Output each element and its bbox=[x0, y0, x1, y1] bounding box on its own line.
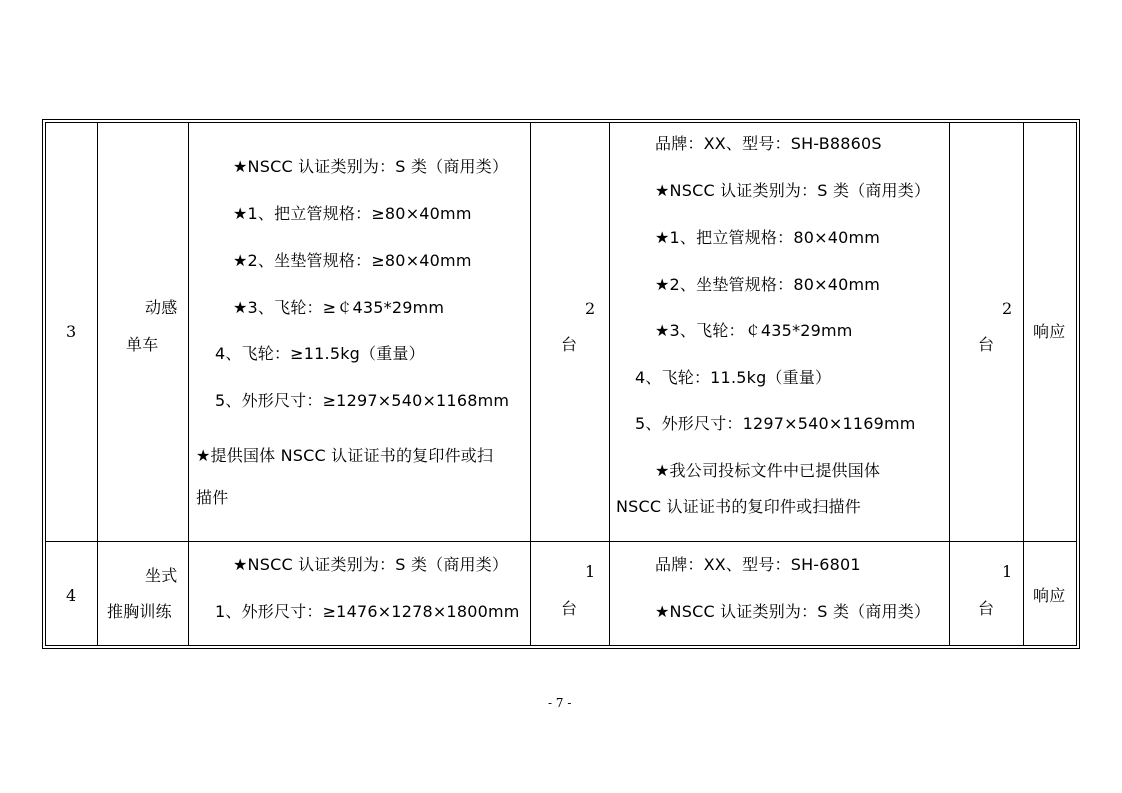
requirement-line: 1、外形尺寸：≥1476×1278×1800mm bbox=[215, 602, 520, 621]
offer-line: ★NSCC 认证类别为：S 类（商用类） bbox=[655, 181, 931, 200]
response-status: 响应 bbox=[1033, 322, 1066, 341]
requirement-line: ★NSCC 认证类别为：S 类（商用类） bbox=[233, 157, 509, 176]
offer-line: 品牌：XX、型号：SH-6801 bbox=[655, 555, 861, 574]
offer-line: ★我公司投标文件中已提供国体 bbox=[655, 461, 881, 480]
offered-unit: 台 bbox=[978, 335, 995, 354]
page-number: - 7 - bbox=[548, 696, 572, 710]
offer-line: ★2、坐垫管规格：80×40mm bbox=[655, 275, 881, 294]
col-divider bbox=[609, 122, 610, 646]
item-name: 单车 bbox=[126, 335, 159, 354]
requirement-line: 5、外形尺寸：≥1297×540×1168mm bbox=[215, 391, 510, 410]
offer-line: ★1、把立管规格：80×40mm bbox=[655, 228, 881, 247]
required-quantity: 1 bbox=[585, 562, 596, 581]
col-divider bbox=[1023, 122, 1024, 646]
requirement-line: ★提供国体 NSCC 认证证书的复印件或扫 bbox=[196, 446, 494, 465]
required-unit: 台 bbox=[561, 599, 578, 618]
offered-quantity: 1 bbox=[1002, 562, 1013, 581]
col-divider bbox=[97, 122, 98, 646]
row-index: 3 bbox=[66, 322, 77, 341]
item-name: 坐式 bbox=[145, 566, 178, 585]
col-divider bbox=[949, 122, 950, 646]
required-quantity: 2 bbox=[585, 299, 596, 318]
offer-line: 4、飞轮：11.5kg（重量） bbox=[635, 368, 832, 387]
offer-line: 5、外形尺寸：1297×540×1169mm bbox=[635, 414, 916, 433]
offer-line: 品牌：XX、型号：SH-B8860S bbox=[655, 134, 882, 153]
offer-line: ★3、飞轮：￠435*29mm bbox=[655, 321, 853, 340]
row-index: 4 bbox=[66, 586, 77, 605]
offer-line: NSCC 认证证书的复印件或扫描件 bbox=[616, 497, 861, 516]
offered-unit: 台 bbox=[978, 599, 995, 618]
requirement-line: 描件 bbox=[196, 488, 229, 507]
item-name: 推胸训练 bbox=[107, 602, 172, 621]
row-divider bbox=[45, 541, 1077, 542]
requirement-line: ★2、坐垫管规格：≥80×40mm bbox=[233, 251, 472, 270]
requirement-line: ★1、把立管规格：≥80×40mm bbox=[233, 204, 472, 223]
requirement-line: ★NSCC 认证类别为：S 类（商用类） bbox=[233, 555, 509, 574]
col-divider bbox=[530, 122, 531, 646]
requirement-line: ★3、飞轮：≥￠435*29mm bbox=[233, 298, 445, 317]
requirement-line: 4、飞轮：≥11.5kg（重量） bbox=[215, 344, 425, 363]
offer-line: ★NSCC 认证类别为：S 类（商用类） bbox=[655, 602, 931, 621]
required-unit: 台 bbox=[561, 335, 578, 354]
col-divider bbox=[188, 122, 189, 646]
response-status: 响应 bbox=[1033, 586, 1066, 605]
offered-quantity: 2 bbox=[1002, 299, 1013, 318]
item-name: 动感 bbox=[145, 298, 178, 317]
